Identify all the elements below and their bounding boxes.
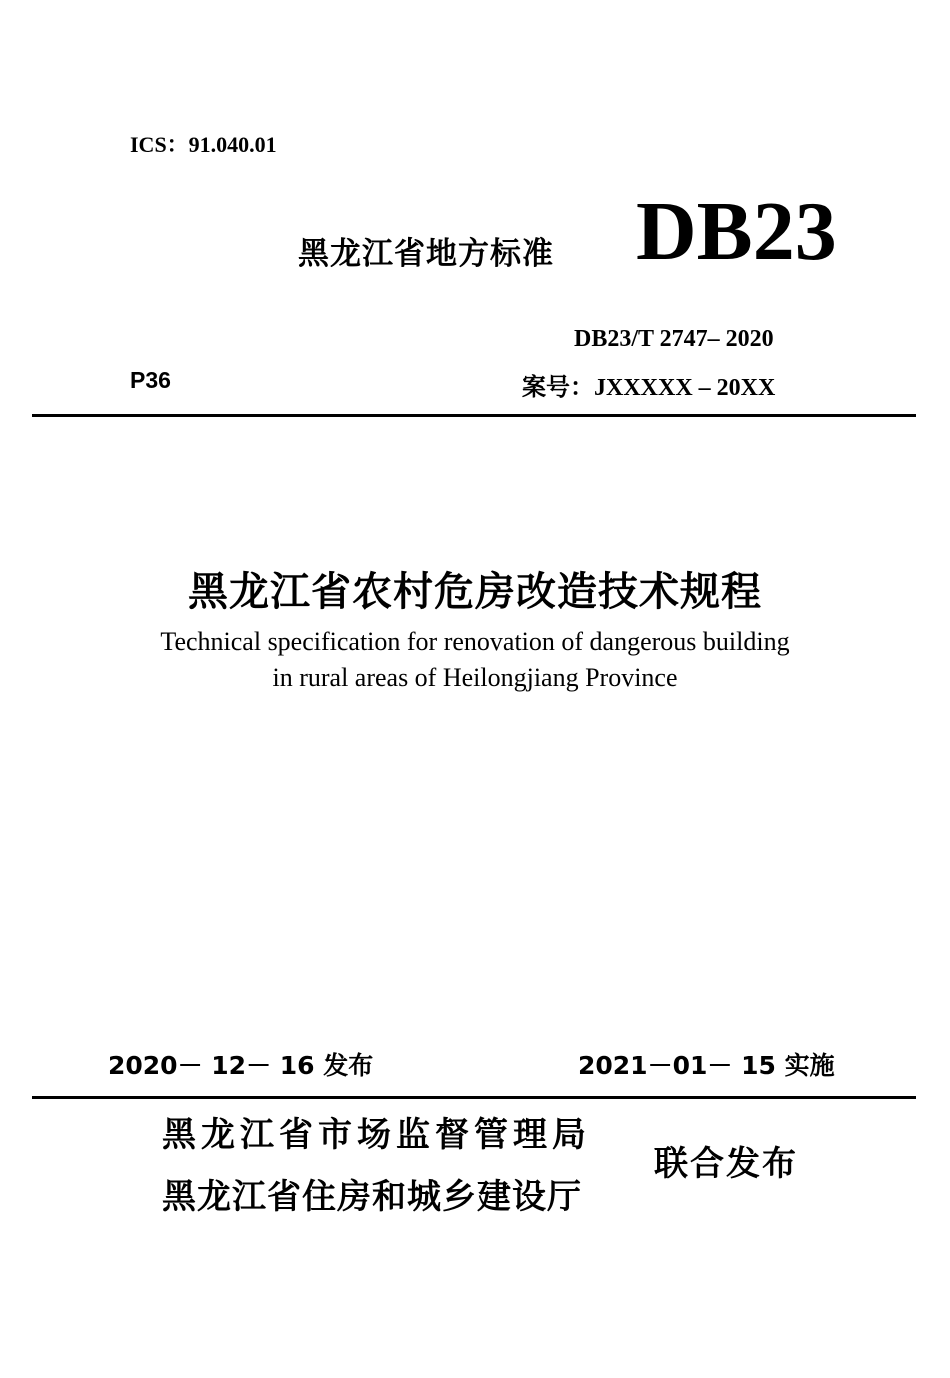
publisher-market-regulation: 黑龙江省市场监督管理局: [162, 1115, 591, 1155]
issue-date: 2020－ 12－ 16 发布: [108, 1051, 374, 1080]
top-divider: [32, 414, 916, 417]
db-logo: DB23: [636, 185, 837, 278]
record-number: 案号：JXXXXX – 20XX: [522, 375, 776, 401]
joint-release-label: 联合发布: [654, 1144, 798, 1184]
document-title-english-line-1: Technical specification for renovation of dangerous building: [160, 627, 790, 656]
ics-code: ICS：91.040.01: [130, 132, 277, 157]
category-code: P36: [130, 367, 171, 393]
standard-number: DB23/T 2747– 2020: [574, 326, 774, 352]
bottom-divider: [32, 1096, 916, 1099]
standard-type-title: 黑龙江省地方标准: [298, 236, 554, 272]
publisher-housing-construction: 黑龙江省住房和城乡建设厅: [162, 1177, 582, 1217]
effective-date: 2021－01－ 15 实施: [578, 1051, 835, 1080]
document-title-chinese: 黑龙江省农村危房改造技术规程: [188, 569, 762, 615]
document-title-english-line-2: in rural areas of Heilongjiang Province: [272, 663, 678, 692]
